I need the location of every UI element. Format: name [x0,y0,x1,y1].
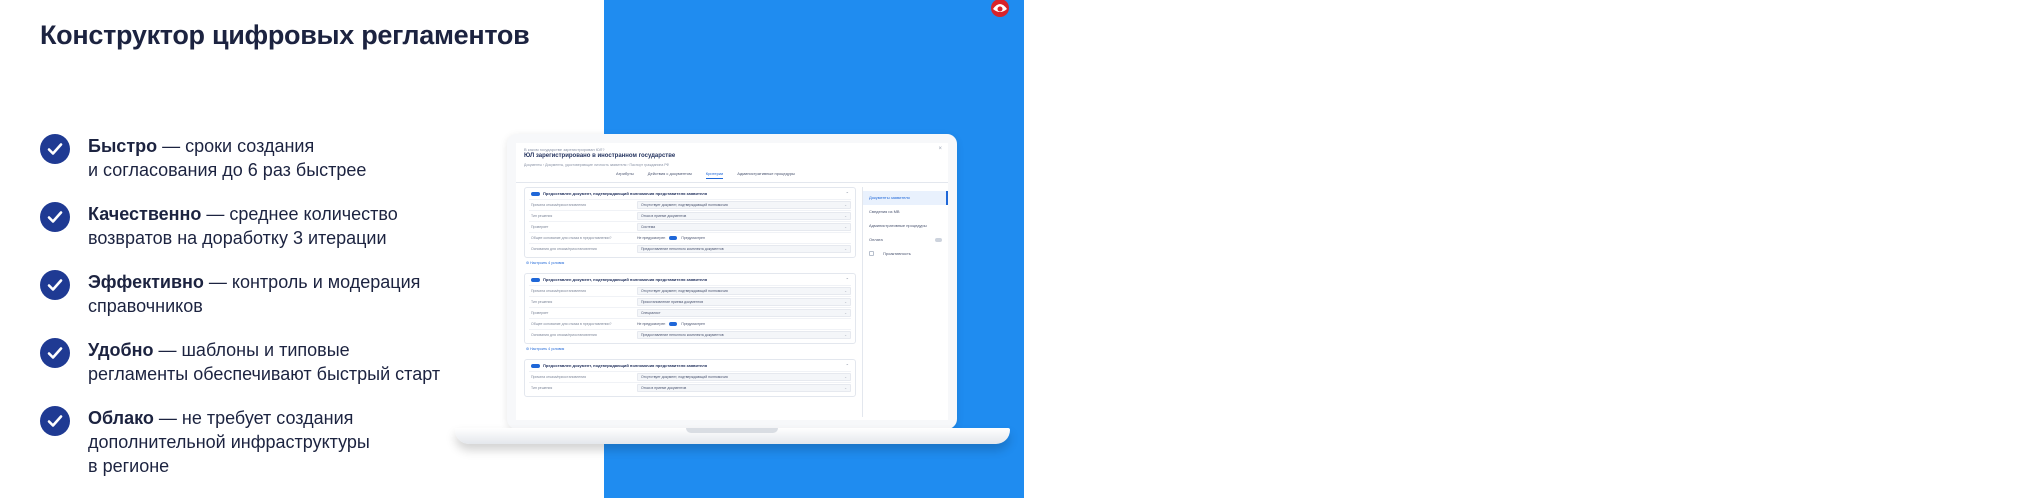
field-value: Отсутствует документ, подтверждающий полномочия [641,203,728,207]
field-select[interactable] [637,201,851,209]
field-label: Тип решения [531,300,553,304]
chevron-down-icon: ⌄ [844,333,847,337]
feature-text [88,338,498,386]
feature-list [40,130,500,476]
chevron-down-icon: ⌄ [844,203,847,207]
check-circle-icon [40,406,70,436]
chevron-up-icon[interactable]: ⌃ [845,191,849,196]
app-supertitle: В каком государстве зарегистрирован ЮЛ? [524,147,605,152]
criterion-row [529,371,851,382]
feature-desc-line2: возвратов на доработку 3 итерации [88,228,387,248]
laptop-notch [686,428,778,433]
feature-item [40,402,500,476]
feature-text [88,406,498,478]
field-label: Общее основание для отказа в предоставлении? [531,236,612,240]
chevron-up-icon[interactable]: ⌃ [845,277,849,282]
field-label: Основания для отказа/приостановления [531,247,597,251]
field-select[interactable] [637,298,851,306]
live-logo [988,0,2018,24]
chevron-down-icon: ⌄ [844,375,847,379]
slide-title: Конструктор цифровых регламентов [40,20,530,50]
feature-desc-line2: регламенты обеспечивают быстрый старт [88,364,441,384]
chevron-up-icon[interactable]: ⌃ [845,363,849,368]
criterion-header[interactable] [529,363,851,371]
criterion-row [529,285,851,296]
live-badge: LIVE [1999,11,2018,20]
field-value: Система [641,225,656,229]
criterion-card [524,359,856,397]
feature-desc-line2: и согласования до 6 раз быстрее [88,160,367,180]
field-label: Основания для отказа/приостановления [531,333,597,337]
field-select[interactable] [637,373,851,381]
field-value: Предоставление неполного комплекта документов [641,333,724,337]
feature-item [40,334,500,402]
toggle-option-on: Предусмотрен [681,236,705,240]
field-select[interactable] [637,223,851,231]
criterion-row [529,296,851,307]
feature-desc-line1: — среднее количество [201,204,398,224]
toggle-switch[interactable] [669,322,677,326]
toggle-option-on: Предусмотрен [681,322,705,326]
feature-text [88,134,498,182]
feature-desc-line3: в регионе [88,456,170,476]
check-circle-icon [40,134,70,164]
field-select[interactable] [637,384,851,392]
chevron-down-icon: ⌄ [844,289,847,293]
field-value: Отказ в приеме документов [641,214,687,218]
criterion-row [529,232,851,243]
field-select[interactable] [637,287,851,295]
criterion-row [529,382,851,393]
chevron-down-icon: ⌄ [844,214,847,218]
toggle-switch[interactable] [669,236,677,240]
sidebar-item-label: Оплата [869,237,883,242]
check-circle-icon [40,202,70,232]
field-select[interactable] [637,245,851,253]
field-value: Отсутствует документ, подтверждающий полномочия [641,375,728,379]
feature-desc-line1: — сроки создания [157,136,315,156]
field-label: Общее основание для отказа в предоставлении? [531,322,612,326]
field-select[interactable] [637,309,851,317]
check-circle-icon [40,270,70,300]
criterion-title: Предоставлен документ, подтверждающий полномочия представителя заявителя [543,277,708,282]
feature-item [40,130,500,198]
sidebar-item-label: Административные процедуры [869,223,927,228]
checkbox[interactable] [869,251,874,256]
sidebar-item-label: Документы заявителя [869,195,910,200]
sidebar-item[interactable] [863,247,948,261]
feature-item [40,198,500,266]
criterion-toggle[interactable] [531,278,540,282]
configure-conditions-link[interactable]: ⚙ Настроить 4 условия [526,261,565,265]
criterion-header[interactable] [529,191,851,199]
criterion-toggle[interactable] [531,192,540,196]
field-value: Отсутствует документ, подтверждающий полномочия [641,289,728,293]
criterion-row [529,329,851,340]
criterion-row [529,210,851,221]
feature-title: Качественно [88,204,202,224]
feature-desc-line1: — шаблоны и типовые [153,340,350,360]
sidebar-item[interactable] [863,233,948,247]
field-select[interactable] [637,212,851,220]
sidebar-item[interactable] [863,191,948,205]
check-circle-icon [40,338,70,368]
field-value: Специалист [641,311,661,315]
sidebar-item[interactable] [863,205,948,219]
feature-desc-line2: дополнительной инфраструктуры [88,432,370,452]
feature-title: Удобно [88,340,154,360]
feature-title: Быстро [88,136,158,156]
breadcrumb: Документы › Документы, удостоверяющие личность заявителя › Паспорт гражданина РФ [524,163,670,167]
field-label: Проверяет [531,225,549,229]
criterion-row [529,243,851,254]
field-label: Причина отказа/приостановления [531,289,586,293]
criterion-row [529,221,851,232]
feature-desc-line2: справочников [88,296,203,316]
laptop-screen [507,134,957,429]
configure-conditions-link[interactable]: ⚙ Настроить 4 условия [526,347,565,351]
app-sidebar [862,187,948,417]
criterion-card [524,273,856,344]
criterion-header[interactable] [529,277,851,285]
criterion-row [529,307,851,318]
feature-title: Облако [88,408,154,428]
sidebar-item[interactable] [863,219,948,233]
criterion-toggle[interactable] [531,364,540,368]
chevron-down-icon: ⌄ [844,386,847,390]
chevron-down-icon: ⌄ [844,300,847,304]
toggle-option-off: Не предусмотрен [637,322,666,326]
field-toggle-group[interactable] [637,322,851,326]
toggle-option-off: Не предусмотрен [637,236,666,240]
criterion-card [524,187,856,258]
chevron-down-icon: ⌄ [844,311,847,315]
field-select[interactable] [637,331,851,339]
criteria-list [524,187,856,417]
criterion-title: Предоставлен документ, подтверждающий полномочия представителя заявителя [543,191,708,196]
chevron-down-icon: ⌄ [844,225,847,229]
toggle-switch[interactable] [935,238,942,242]
tab-3[interactable]: Критерии [706,171,724,179]
app-title: ЮЛ зарегистрировано в иностранном государстве [524,153,676,159]
tab-4[interactable]: Административные процедуры [737,171,795,176]
app-window [516,143,948,420]
field-value: Приостановление приема документов [641,300,704,304]
tab-1[interactable]: Атрибуты [616,171,634,176]
field-label: Причина отказа/приостановления [531,203,586,207]
field-label: Тип решения [531,214,553,218]
feature-desc-line1: — контроль и модерация [203,272,421,292]
chevron-down-icon: ⌄ [844,247,847,251]
field-toggle-group[interactable] [637,236,851,240]
field-label: Проверяет [531,311,549,315]
field-value: Отказ в приеме документов [641,386,687,390]
criterion-row [529,199,851,210]
close-icon[interactable]: × [938,146,942,152]
criterion-title: Предоставлен документ, подтверждающий полномочия представителя заявителя [543,363,708,368]
field-label: Тип решения [531,386,553,390]
app-header [516,143,948,183]
feature-text [88,270,498,318]
feature-text [88,202,498,250]
broadcaster-logo-icon [988,0,1024,24]
app-tabs [616,171,795,179]
field-value: Предоставление неполного комплекта документов [641,247,724,251]
field-label: Причина отказа/приостановления [531,375,586,379]
tab-2[interactable]: Действия с документом [647,171,692,176]
feature-title: Эффективно [88,272,204,292]
sidebar-item-label: Проактивность [883,251,911,256]
feature-item [40,266,500,334]
sidebar-item-label: Сведения из МВ [869,209,900,214]
feature-desc-line1: — не требует создания [153,408,354,428]
criterion-row [529,318,851,329]
